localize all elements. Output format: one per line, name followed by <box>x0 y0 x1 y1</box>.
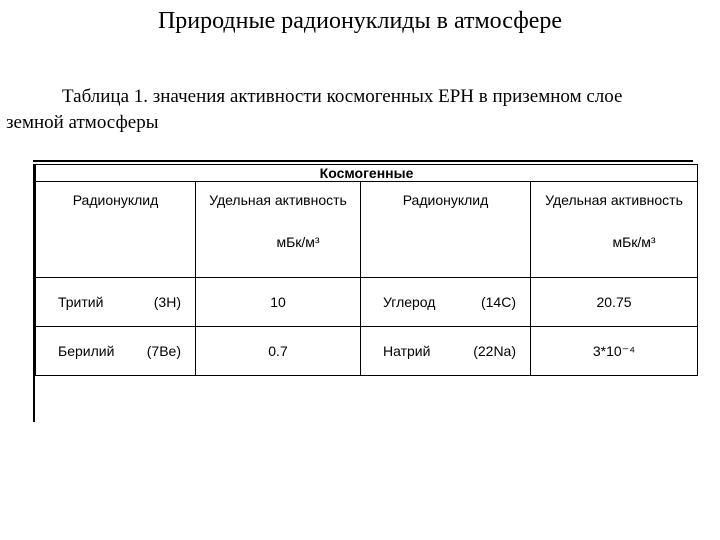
column-header <box>196 182 361 278</box>
activity-value: 3*10⁻⁴ <box>531 327 698 376</box>
nuclide-symbol: (7Be) <box>146 343 181 359</box>
nuclide-symbol: (22Na) <box>473 343 516 359</box>
column-header-label: Радионуклид <box>402 192 489 208</box>
cosmogenic-table-container <box>33 160 697 422</box>
column-header-label: Удельная активность <box>545 192 683 208</box>
nuclide-cell <box>361 327 531 376</box>
nuclide-cell <box>361 278 531 327</box>
column-header-label: Радионуклид <box>72 192 159 208</box>
column-header-unit: мБк/м³ <box>276 234 320 250</box>
activity-value: 20.75 <box>531 278 698 327</box>
column-header-unit: мБк/м³ <box>612 234 656 250</box>
nuclide-symbol: (14C) <box>480 294 516 310</box>
nuclide-symbol: (3H) <box>153 294 181 310</box>
table-top-rule <box>33 160 693 162</box>
caption-text: Таблица 1. значения активности космогенных ЕРН в приземном слое земной атмосферы <box>6 86 623 133</box>
column-header <box>531 182 698 278</box>
nuclide-name: Тритий <box>58 294 104 310</box>
table-caption <box>6 84 646 136</box>
table-row <box>36 327 698 376</box>
table-group-header <box>36 165 698 182</box>
cosmogenic-table <box>35 164 698 376</box>
column-header-row <box>36 182 698 278</box>
column-header <box>361 182 531 278</box>
column-header <box>36 182 196 278</box>
group-header-label: Космогенные <box>319 165 414 181</box>
nuclide-name: Берилий <box>58 343 115 359</box>
activity-value: 0.7 <box>196 327 361 376</box>
nuclide-name: Углерод <box>383 294 436 310</box>
nuclide-cell <box>36 327 196 376</box>
activity-value: 10 <box>196 278 361 327</box>
column-header-label: Удельная активность <box>209 192 347 208</box>
slide-title: Природные радионуклиды в атмосфере <box>157 8 563 34</box>
nuclide-name: Натрий <box>383 343 431 359</box>
table-row <box>36 278 698 327</box>
nuclide-cell <box>36 278 196 327</box>
